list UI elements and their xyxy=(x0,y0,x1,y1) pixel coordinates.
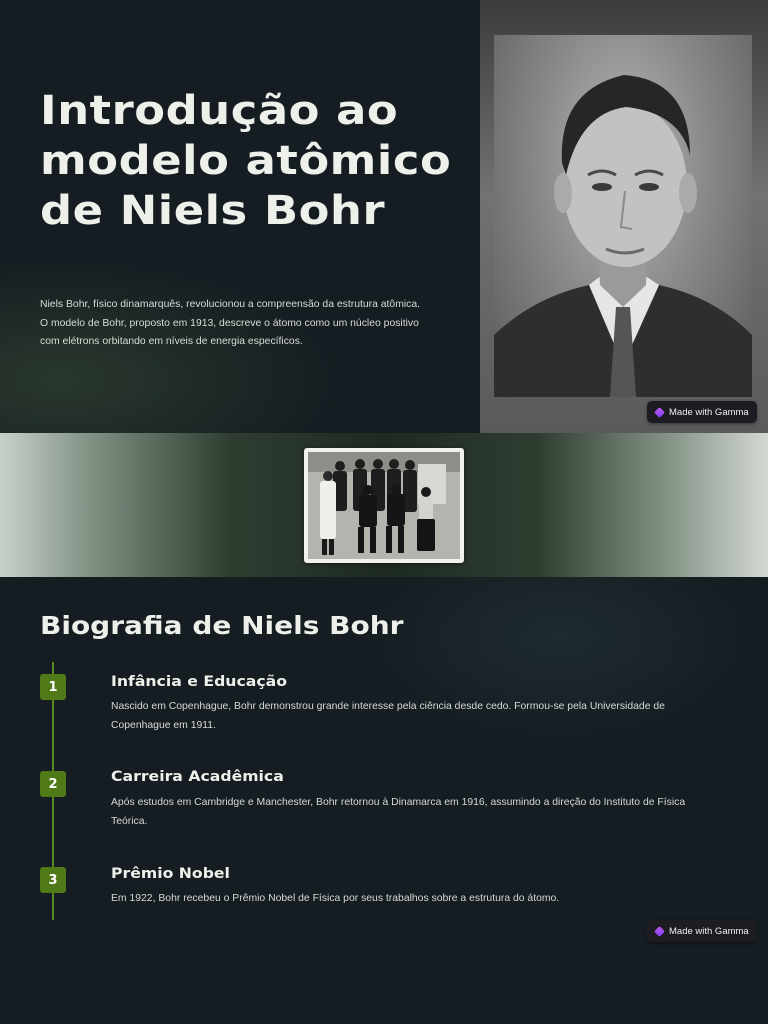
gamma-logo-icon xyxy=(654,926,665,937)
timeline-step-title: Infância e Educação xyxy=(111,674,287,690)
timeline-step-number: 3 xyxy=(40,867,66,893)
badge-label: Made with Gamma xyxy=(669,406,749,418)
group-photo-image xyxy=(304,448,464,563)
timeline-step-text: Em 1922, Bohr recebeu o Prêmio Nobel de Física por seus trabalhos sobre a estrutura do átomo. xyxy=(111,893,560,904)
made-with-gamma-badge[interactable] xyxy=(647,920,757,942)
timeline-step-text: Nascido em Copenhague, Bohr demonstrou grande interesse pela ciência desde cedo. Formou-se pela Universidade de Copenhague em 1911. xyxy=(111,701,665,731)
gamma-logo-icon xyxy=(654,407,665,418)
bohr-portrait-image xyxy=(494,35,752,397)
intro-description: Niels Bohr, físico dinamarquês, revolucionou a compreensão da estrutura atômica. O modelo de Bohr, proposto em 1913, descreve o átomo como um núcleo positivo com elétrons orbitando em níveis de energia específicos. xyxy=(40,299,421,347)
timeline-step-title: Carreira Acadêmica xyxy=(111,769,284,785)
badge-label: Made with Gamma xyxy=(669,925,749,937)
biography-title: Biografia de Niels Bohr xyxy=(40,611,404,640)
made-with-gamma-badge[interactable] xyxy=(647,401,757,423)
timeline-step-title: Prêmio Nobel xyxy=(111,866,230,882)
page-title: Introdução ao modelo atômico de Niels Bohr xyxy=(40,88,452,234)
timeline-step-number: 2 xyxy=(40,771,66,797)
timeline-step-number: 1 xyxy=(40,674,66,700)
timeline-step-text: Após estudos em Cambridge e Manchester, Bohr retornou à Dinamarca em 1916, assumindo a direção do Instituto de Física Teórica. xyxy=(111,797,686,827)
